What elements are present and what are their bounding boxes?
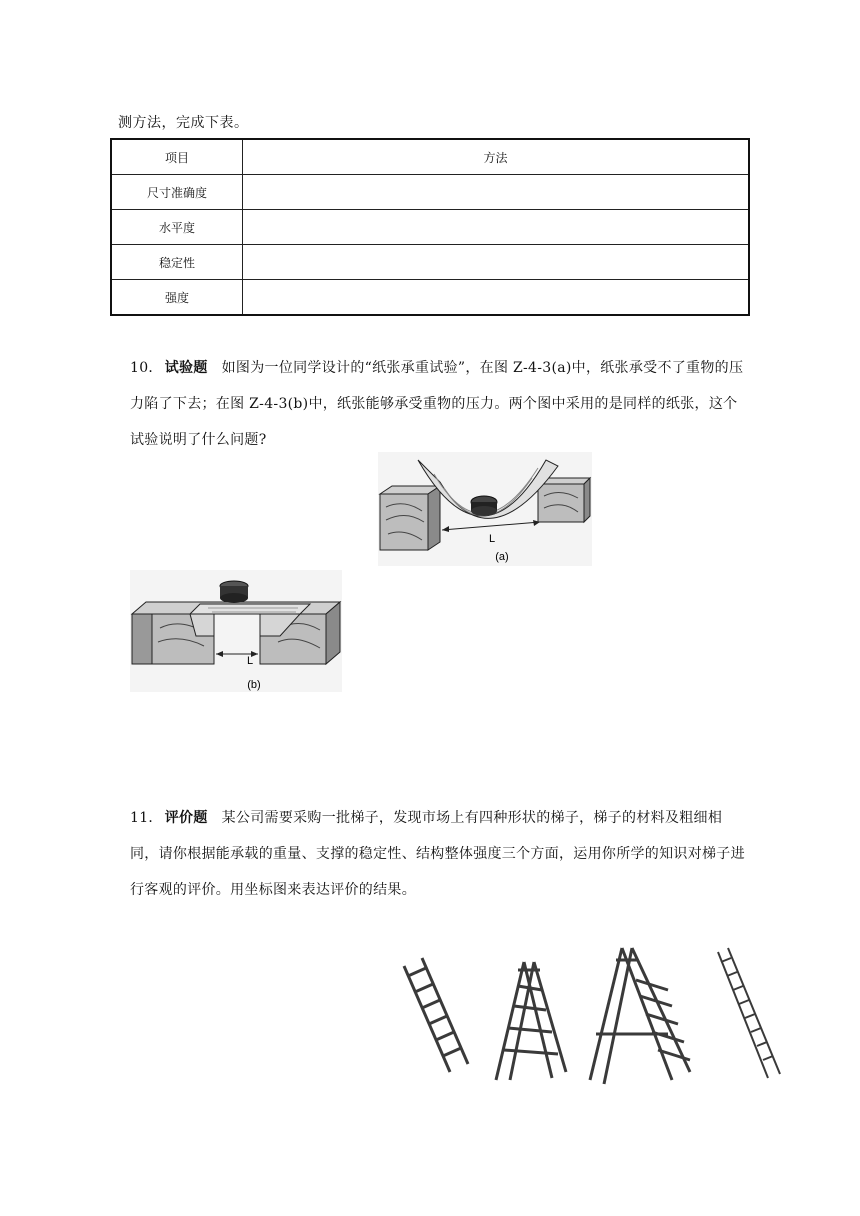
figure-caption-b: (b) xyxy=(247,679,261,691)
question-number: 10． xyxy=(130,360,163,376)
table-cell-item: 尺寸准确度 xyxy=(111,175,243,210)
question-number: 11． xyxy=(130,810,163,826)
table-cell-method xyxy=(243,175,750,210)
question-10 xyxy=(130,350,750,458)
figure-caption-a: (a) xyxy=(495,551,509,563)
table-header-row xyxy=(111,139,749,175)
table-header-method: 方法 xyxy=(243,139,750,175)
figure-a-paper-sag xyxy=(378,452,592,566)
evaluation-table xyxy=(110,138,750,316)
question-kind: 评价题 xyxy=(164,810,208,826)
table-cell-method xyxy=(243,245,750,280)
ladder-straight-icon xyxy=(404,958,468,1072)
ladders-illustration xyxy=(400,940,792,1090)
question-text: 如图为一位同学设计的“纸张承重试验”，在图 Z-4-3(a)中，纸张承受不了重物的压力陷了下去；在图 Z-4-3(b)中，纸张能够承受重物的压力。两个图中采用的是同样的纸张，这个试验说明了什么问题? xyxy=(130,360,744,448)
table-cell-method xyxy=(243,280,750,316)
intro-text: 测方法，完成下表。 xyxy=(118,115,249,131)
ladder-long-icon xyxy=(718,948,780,1078)
question-11 xyxy=(130,800,750,908)
table-cell-item: 强度 xyxy=(111,280,243,316)
span-label-a: L xyxy=(488,533,496,545)
table-row xyxy=(111,280,749,316)
figure-b-paper-flat xyxy=(130,570,342,692)
table-row xyxy=(111,210,749,245)
table-cell-item: 水平度 xyxy=(111,210,243,245)
ladder-aframe-narrow-icon xyxy=(496,962,566,1080)
span-label-b: L xyxy=(246,655,254,667)
table-header-item: 项目 xyxy=(111,139,243,175)
table-cell-item: 稳定性 xyxy=(111,245,243,280)
ladder-aframe-braced-icon xyxy=(590,948,690,1084)
table-row xyxy=(111,175,749,210)
table-row xyxy=(111,245,749,280)
table-cell-method xyxy=(243,210,750,245)
question-kind: 试验题 xyxy=(164,360,208,376)
question-text: 某公司需要采购一批梯子，发现市场上有四种形状的梯子，梯子的材料及粗细相同，请你根据能承载的重量、支撑的稳定性、结构整体强度三个方面，运用你所学的知识对梯子进行客观的评价。用坐标图来表达评价的结果。 xyxy=(130,810,745,898)
